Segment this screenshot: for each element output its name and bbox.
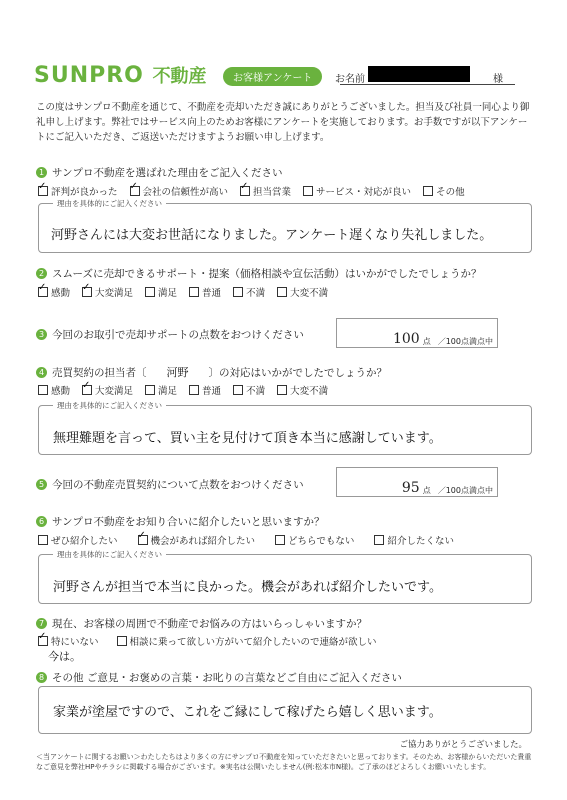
footer-notice: ＜当アンケートに関するお願い＞わたしたちはより多くの方にサンプロ不動産を知っていただきたいと思っております。そのため、お客様からいただいた貴重なご意見を弊社HPやチラシに掲載する場合がございます。※実名は公開いたしません(例:松本市N様)。ご了承のほどよろしくお願いいたします。 (36, 753, 532, 771)
name-underline (340, 84, 515, 85)
q2-text: スムーズに売却できるサポート・提案（価格相談や宣伝活動）はいかがでしたでしょうか？ (52, 268, 482, 280)
logo-sub: 不動産 (152, 66, 207, 87)
q4-option-label: 不満 (246, 386, 266, 397)
q4-option[interactable] (277, 383, 328, 397)
q1-answer: 河野さんには大変お世話になりました。アンケート遅くなり失礼しました。 (51, 228, 493, 243)
q4-staff-name: 河野 (166, 366, 189, 379)
q4-option[interactable] (189, 383, 221, 397)
q2-option[interactable] (145, 285, 177, 299)
q1-option[interactable] (240, 184, 291, 198)
q6-option[interactable] (138, 533, 256, 547)
checkbox-icon[interactable] (138, 535, 148, 545)
q2-option[interactable] (38, 285, 70, 299)
q3-title (36, 327, 304, 342)
q2-number: 2 (36, 268, 47, 279)
q5-score-box (336, 467, 498, 497)
q4-text-a: 売買契約の担当者〔 (52, 366, 147, 379)
q8-number: 8 (36, 672, 47, 683)
q5-max: ／100点満点中 (437, 486, 493, 495)
checkbox-icon[interactable] (38, 385, 48, 395)
q5-number: 5 (36, 479, 47, 490)
checkbox-icon[interactable] (303, 186, 313, 196)
q1-option-label: サービス・対応が良い (316, 187, 412, 198)
q7-note: 今は。 (48, 650, 81, 663)
checkbox-icon[interactable] (189, 385, 199, 395)
checkbox-icon[interactable] (117, 636, 127, 646)
q4-reason-label: 理由を具体的にご記入ください (53, 400, 166, 411)
q4-option[interactable] (82, 383, 133, 397)
checkbox-icon[interactable] (277, 287, 287, 297)
q7-number: 7 (36, 618, 47, 629)
q8-text: その他 ご意見・お褒めの言葉・お叱りの言葉などご自由にご記入ください (52, 672, 402, 684)
q2-option-label: 大変満足 (95, 288, 134, 299)
checkbox-icon[interactable] (145, 287, 155, 297)
q1-option-label: 会社の信頼性が高い (142, 187, 229, 198)
checkbox-icon[interactable] (233, 385, 243, 395)
q2-option-label: 満足 (158, 288, 178, 299)
checkbox-icon[interactable] (38, 186, 48, 196)
q8-title (36, 670, 402, 685)
checkbox-icon[interactable] (38, 636, 48, 646)
q1-title (36, 165, 282, 180)
q6-reason-label: 理由を具体的にご記入ください (53, 549, 166, 560)
q2-option-label: 大変不満 (290, 288, 329, 299)
q5-title (36, 477, 304, 492)
q6-option[interactable] (374, 533, 454, 547)
q4-options (38, 383, 328, 397)
q8-answer: 家業が塗屋ですので、これをご縁にして稼げたら嬉しく思います。 (53, 705, 442, 720)
q4-title (36, 364, 387, 380)
q5-text: 今回の不動産売買契約について点数をおつけください (52, 479, 304, 491)
q4-option-label: 大変不満 (290, 386, 329, 397)
q1-option-label: その他 (436, 187, 465, 198)
q4-option[interactable] (233, 383, 265, 397)
q1-option[interactable] (423, 184, 465, 198)
checkbox-icon[interactable] (82, 287, 92, 297)
checkbox-icon[interactable] (38, 287, 48, 297)
company-logo: SUNPRO 不動産 (34, 63, 207, 88)
q4-number: 4 (36, 367, 47, 378)
q5-score: 95 (401, 480, 420, 496)
q1-option[interactable] (303, 184, 411, 198)
checkbox-icon[interactable] (240, 186, 250, 196)
q2-option[interactable] (277, 285, 328, 299)
q1-text: サンプロ不動産を選ばれた理由をご記入ください (52, 167, 283, 179)
q7-text: 現在、お客様の周囲で不動産でお悩みの方はいらっしゃいますか？ (52, 618, 367, 630)
q6-title (36, 514, 324, 529)
q7-option-label: 相談に乗って欲しい方がいて紹介したいので連絡が欲しい (129, 637, 377, 648)
q2-title (36, 266, 481, 281)
q5-unit: 点 (422, 486, 431, 495)
q3-max: ／100点満点中 (437, 337, 493, 346)
q1-option[interactable] (130, 184, 229, 198)
q2-option[interactable] (189, 285, 221, 299)
q1-number: 1 (36, 167, 47, 178)
q1-options (38, 184, 465, 198)
q3-text: 今回のお取引で売却サポートの点数をおつけください (52, 329, 304, 341)
q6-option[interactable] (38, 533, 118, 547)
q8-answer-box (38, 686, 532, 734)
q2-options (38, 285, 328, 299)
q1-option-label: 担当営業 (253, 187, 292, 198)
q4-option[interactable] (38, 383, 70, 397)
q6-option[interactable] (275, 533, 354, 547)
q7-option[interactable] (117, 634, 377, 648)
checkbox-icon[interactable] (38, 535, 48, 545)
q1-reason-box (38, 199, 532, 253)
survey-badge: お客様アンケート (223, 67, 322, 86)
q2-option-label: 感動 (51, 288, 71, 299)
redacted-name (368, 66, 470, 82)
q6-options (38, 533, 454, 547)
q6-option-label: 機会があれば紹介したい (150, 536, 256, 547)
q2-option[interactable] (233, 285, 265, 299)
q4-option-label: 満足 (158, 386, 178, 397)
q1-option-label: 評判が良かった (51, 187, 118, 198)
q4-option-label: 大変満足 (95, 386, 134, 397)
q7-option-label: 特にいない (51, 637, 99, 648)
q1-option[interactable] (38, 184, 118, 198)
q6-text: サンプロ不動産をお知り合いに紹介したいと思いますか？ (52, 516, 325, 528)
checkbox-icon[interactable] (277, 385, 287, 395)
checkbox-icon[interactable] (423, 186, 433, 196)
q3-number: 3 (36, 329, 47, 340)
checkbox-icon[interactable] (130, 186, 140, 196)
q4-option[interactable] (145, 383, 177, 397)
q7-option[interactable] (38, 634, 99, 648)
thanks-text: ご協力ありがとうございました。 (399, 740, 527, 750)
q4-option-label: 感動 (51, 386, 71, 397)
q6-option-label: ぜひ紹介したい (51, 536, 118, 547)
q2-option-label: 不満 (246, 288, 266, 299)
q4-answer: 無理難題を言って、買い主を見付けて頂き本当に感謝しています。 (53, 431, 442, 446)
q4-reason-box (38, 401, 532, 455)
intro-text: この度はサンプロ不動産を通じて、不動産を売却いただき誠にありがとうございました。担当及び社員一同心より御礼申し上げます。弊社ではサービス向上のためお客様にアンケートを実施しております。お手数ですが以下アンケートにご記入いただき、ご返送いただけますようお願い申し上げます。 (36, 102, 530, 143)
q4-text-b: 〕の対応はいかがでしたでしょうか？ (208, 366, 387, 379)
checkbox-icon[interactable] (374, 535, 384, 545)
q6-answer: 河野さんが担当で本当に良かった。機会があれば紹介したいです。 (53, 580, 442, 595)
checkbox-icon[interactable] (233, 287, 243, 297)
q6-option-label: 紹介したくない (387, 536, 454, 547)
q7-title (36, 616, 367, 631)
q6-reason-box (38, 550, 532, 604)
q2-option[interactable] (82, 285, 133, 299)
q6-option-label: どちらでもない (288, 536, 355, 547)
q2-option-label: 普通 (202, 288, 222, 299)
checkbox-icon[interactable] (189, 287, 199, 297)
honorific: 様 (493, 74, 503, 85)
name-label: お名前 (335, 74, 365, 85)
q1-reason-label: 理由を具体的にご記入ください (53, 198, 166, 209)
q7-options (38, 634, 377, 648)
q3-score-box (336, 318, 498, 348)
q4-option-label: 普通 (202, 386, 222, 397)
checkbox-icon[interactable] (145, 385, 155, 395)
checkbox-icon[interactable] (82, 385, 92, 395)
checkbox-icon[interactable] (275, 535, 285, 545)
q3-score: 100 (392, 331, 420, 347)
q6-number: 6 (36, 516, 47, 527)
q3-unit: 点 (422, 337, 431, 346)
